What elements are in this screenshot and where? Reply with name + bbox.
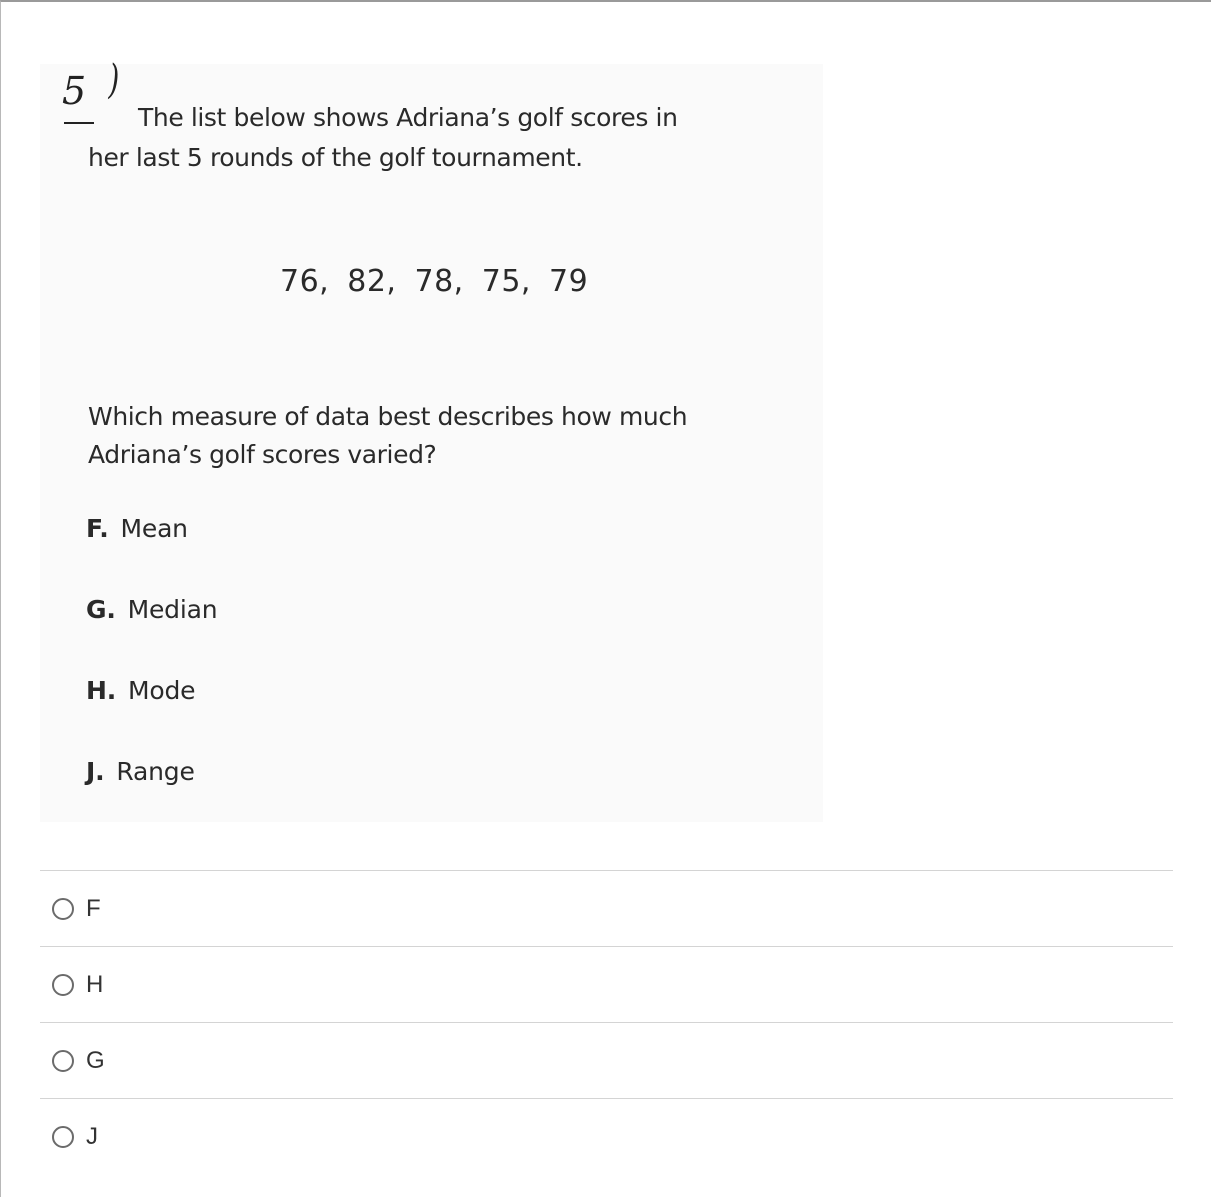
choice-text: Median bbox=[127, 595, 218, 624]
choice-letter: G. bbox=[86, 595, 116, 624]
answer-label[interactable]: G bbox=[86, 1046, 105, 1074]
choice-letter: F. bbox=[86, 514, 109, 543]
radio-button[interactable] bbox=[52, 974, 74, 996]
radio-button[interactable] bbox=[52, 898, 74, 920]
choice-text: Mode bbox=[128, 676, 196, 705]
choice-text: Mean bbox=[120, 514, 188, 543]
choice-letter: J. bbox=[86, 757, 105, 786]
radio-button[interactable] bbox=[52, 1050, 74, 1072]
question-number-paren: ) bbox=[108, 57, 120, 103]
answer-option-g[interactable] bbox=[40, 1022, 1173, 1098]
question-line-1: Which measure of data best describes how much bbox=[88, 402, 688, 431]
prompt-line-2: her last 5 rounds of the golf tournament. bbox=[88, 143, 583, 172]
answer-option-h[interactable] bbox=[40, 946, 1173, 1022]
answer-label[interactable]: F bbox=[86, 894, 101, 922]
radio-button[interactable] bbox=[52, 1126, 74, 1148]
choice-g bbox=[86, 595, 217, 624]
question-text bbox=[88, 398, 768, 474]
answer-options bbox=[40, 870, 1173, 1174]
choice-letter: H. bbox=[86, 676, 117, 705]
golf-scores: 76, 82, 78, 75, 79 bbox=[280, 264, 589, 299]
choice-text: Range bbox=[116, 757, 195, 786]
question-line-2: Adriana’s golf scores varied? bbox=[88, 440, 437, 469]
choice-h bbox=[86, 676, 195, 705]
answer-label[interactable]: H bbox=[86, 970, 104, 998]
question-number-digit: 5 bbox=[62, 69, 87, 113]
choice-j bbox=[86, 757, 195, 786]
question-image bbox=[40, 57, 823, 822]
question-prompt bbox=[88, 98, 748, 178]
prompt-line-1: The list below shows Adriana’s golf scores in bbox=[138, 103, 678, 132]
choice-f bbox=[86, 514, 188, 543]
answer-option-f[interactable] bbox=[40, 870, 1173, 946]
answer-option-j[interactable] bbox=[40, 1098, 1173, 1174]
answer-label[interactable]: J bbox=[86, 1122, 98, 1150]
